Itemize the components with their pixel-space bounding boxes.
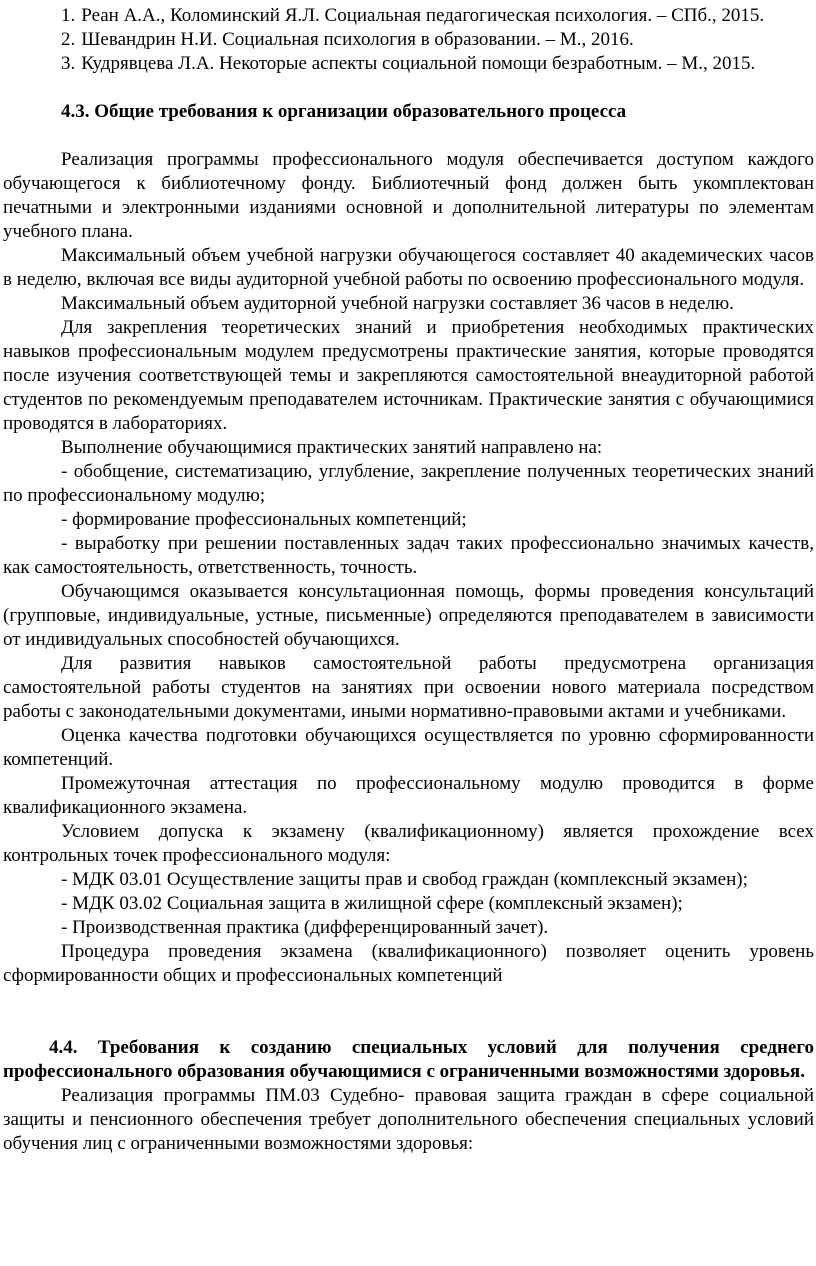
section-body-4-3 bbox=[3, 148, 814, 988]
reference-item bbox=[3, 28, 814, 52]
paragraph: Максимальный объем аудиторной учебной нагрузки составляет 36 часов в неделю. bbox=[61, 293, 734, 314]
document-content bbox=[3, 4, 814, 1156]
list-item: - обобщение, систематизацию, углубление, закрепление полученных теоретических знаний по профессиональному модулю; bbox=[3, 461, 814, 506]
section-body-4-4 bbox=[3, 1084, 814, 1156]
paragraph: Максимальный объем учебной нагрузки обучающегося составляет 40 академических часов в неделю, включая все виды аудиторной учебной работы по освоению профессионального модуля. bbox=[3, 245, 814, 290]
reference-item bbox=[3, 52, 814, 76]
reference-text: Шевандрин Н.И. Социальная психология в образовании. – М., 2016. bbox=[81, 29, 634, 50]
paragraph: Для развития навыков самостоятельной работы предусмотрена организация самостоятельной работы студентов на занятиях при освоении нового материала посредством работы с законодательными документами, иными нормативно-правовыми актами и учебниками. bbox=[3, 653, 814, 722]
reference-text: Реан А.А., Коломинский Я.Л. Социальная педагогическая психология. – СПб., 2015. bbox=[81, 5, 765, 26]
reference-item bbox=[3, 4, 814, 28]
paragraph: Оценка качества подготовки обучающихся осуществляется по уровню сформированности компетенций. bbox=[3, 725, 814, 770]
paragraph: Процедура проведения экзамена (квалификационного) позволяет оценить уровень сформированности общих и профессиональных компетенций bbox=[3, 941, 814, 986]
list-item: - Производственная практика (дифференцированный зачет). bbox=[61, 917, 549, 938]
list-item: - формирование профессиональных компетенций; bbox=[61, 509, 467, 530]
list-item: - МДК 03.01 Осуществление защиты прав и свобод граждан (комплексный экзамен); bbox=[61, 869, 748, 890]
paragraph: Условием допуска к экзамену (квалификационному) является прохождение всех контрольных точек профессионального модуля: bbox=[3, 821, 814, 866]
paragraph: Промежуточная аттестация по профессиональному модулю проводится в форме квалификационного экзамена. bbox=[3, 773, 814, 818]
paragraph: Выполнение обучающимися практических занятий направлено на: bbox=[61, 437, 603, 458]
reference-text: Кудрявцева Л.А. Некоторые аспекты социальной помощи безработным. – М., 2015. bbox=[81, 53, 756, 74]
list-item: - выработку при решении поставленных задач таких профессионально значимых качеств, как самостоятельность, ответственность, точность. bbox=[3, 533, 814, 578]
reference-list bbox=[3, 4, 814, 76]
paragraph: Реализация программы ПМ.03 Судебно- правовая защита граждан в сфере социальной защиты и пенсионного обеспечения требует дополнительного обеспечения специальных условий обучения лиц с ограниченными возможностями здоровья: bbox=[3, 1085, 814, 1154]
paragraph: Реализация программы профессионального модуля обеспечивается доступом каждого обучающегося к библиотечному фонду. Библиотечный фонд должен быть укомплектован печатными и электронными изданиями основной и дополнительной литературы по элементам учебного плана. bbox=[3, 149, 814, 242]
paragraph: Обучающимся оказывается консультационная помощь, формы проведения консультаций (групповые, индивидуальные, устные, письменные) определяются преподавателем в зависимости от индивидуальных способностей обучающихся. bbox=[3, 581, 814, 650]
reference-number: 3. bbox=[61, 53, 76, 74]
list-item: - МДК 03.02 Социальная защита в жилищной сфере (комплексный экзамен); bbox=[61, 893, 683, 914]
reference-number: 2. bbox=[61, 29, 76, 50]
section-heading-4-3: 4.3. Общие требования к организации образовательного процесса bbox=[61, 101, 627, 122]
section-heading-4-4: 4.4. Требования к созданию специальных условий для получения среднего профессионального образования обучающимися с ограниченными возможностями здоровья. bbox=[3, 1037, 814, 1082]
paragraph: Для закрепления теоретических знаний и приобретения необходимых практических навыков профессиональным модулем предусмотрены практические занятия, которые проводятся после изучения соответствующей темы и закрепляются самостоятельной внеаудиторной работой студентов по рекомендуемым преподавателем источникам. Практические занятия с обучающимися проводятся в лабораториях. bbox=[3, 317, 814, 434]
reference-number: 1. bbox=[61, 5, 76, 26]
